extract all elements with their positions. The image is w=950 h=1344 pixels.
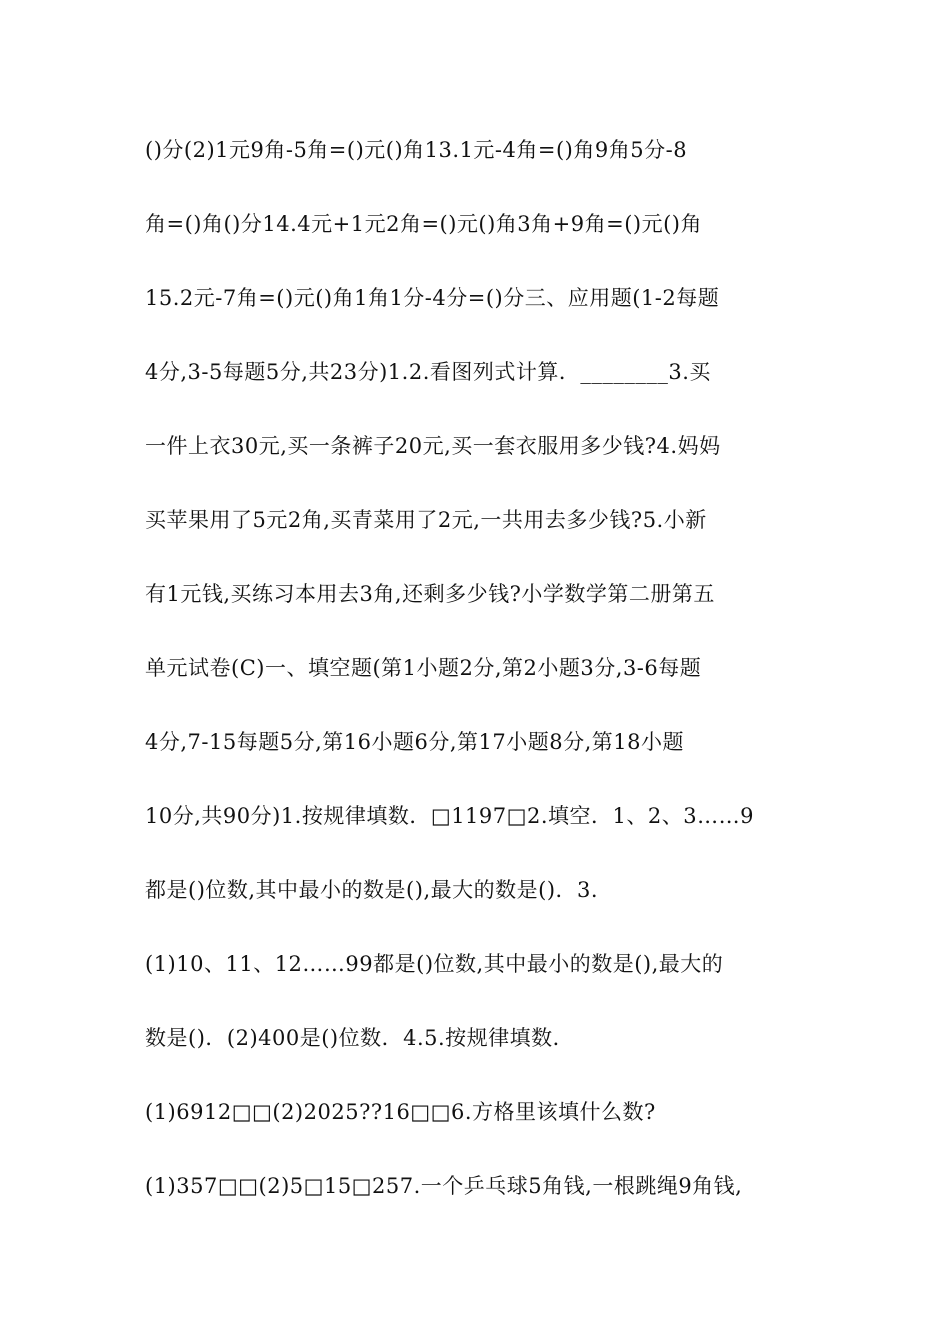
text-line: 4分,7-15每题5分,第16小题6分,第17小题8分,第18小题 (145, 730, 684, 754)
text-line: (1)6912□□(2)2025??16□□6.方格里该填什么数? (145, 1100, 656, 1124)
text-line: 10分,共90分)1.按规律填数．□1197□2.填空．1、2、3……9 (145, 804, 754, 828)
text-line: 角=()角()分14.4元+1元2角=()元()角3角+9角=()元()角 (145, 212, 702, 236)
text-line: 数是()．(2)400是()位数．4.5.按规律填数． (145, 1026, 575, 1050)
text-line: (1)10、11、12……99都是()位数,其中最小的数是(),最大的 (145, 952, 724, 976)
text-line: ()分(2)1元9角-5角=()元()角13.1元-4角=()角9角5分-8 (145, 138, 688, 162)
text-line: (1)357□□(2)5□15□257.一个乒乓球5角钱,一根跳绳9角钱, (145, 1174, 743, 1198)
text-line: 有1元钱,买练习本用去3角,还剩多少钱?小学数学第二册第五 (145, 582, 715, 606)
text-line: 4分,3-5每题5分,共23分)1.2.看图列式计算．________3.买 (145, 360, 711, 384)
text-line: 都是()位数,其中最小的数是(),最大的数是()．3. (145, 878, 599, 902)
text-line: 一件上衣30元,买一条裤子20元,买一套衣服用多少钱?4.妈妈 (145, 434, 721, 458)
text-line: 买苹果用了5元2角,买青菜用了2元,一共用去多少钱?5.小新 (145, 508, 707, 532)
text-line: 单元试卷(C)一、填空题(第1小题2分,第2小题3分,3-6每题 (145, 656, 702, 680)
text-line: 15.2元-7角=()元()角1角1分-4分=()分三、应用题(1-2每题 (145, 286, 720, 310)
document-body (145, 130, 815, 1240)
